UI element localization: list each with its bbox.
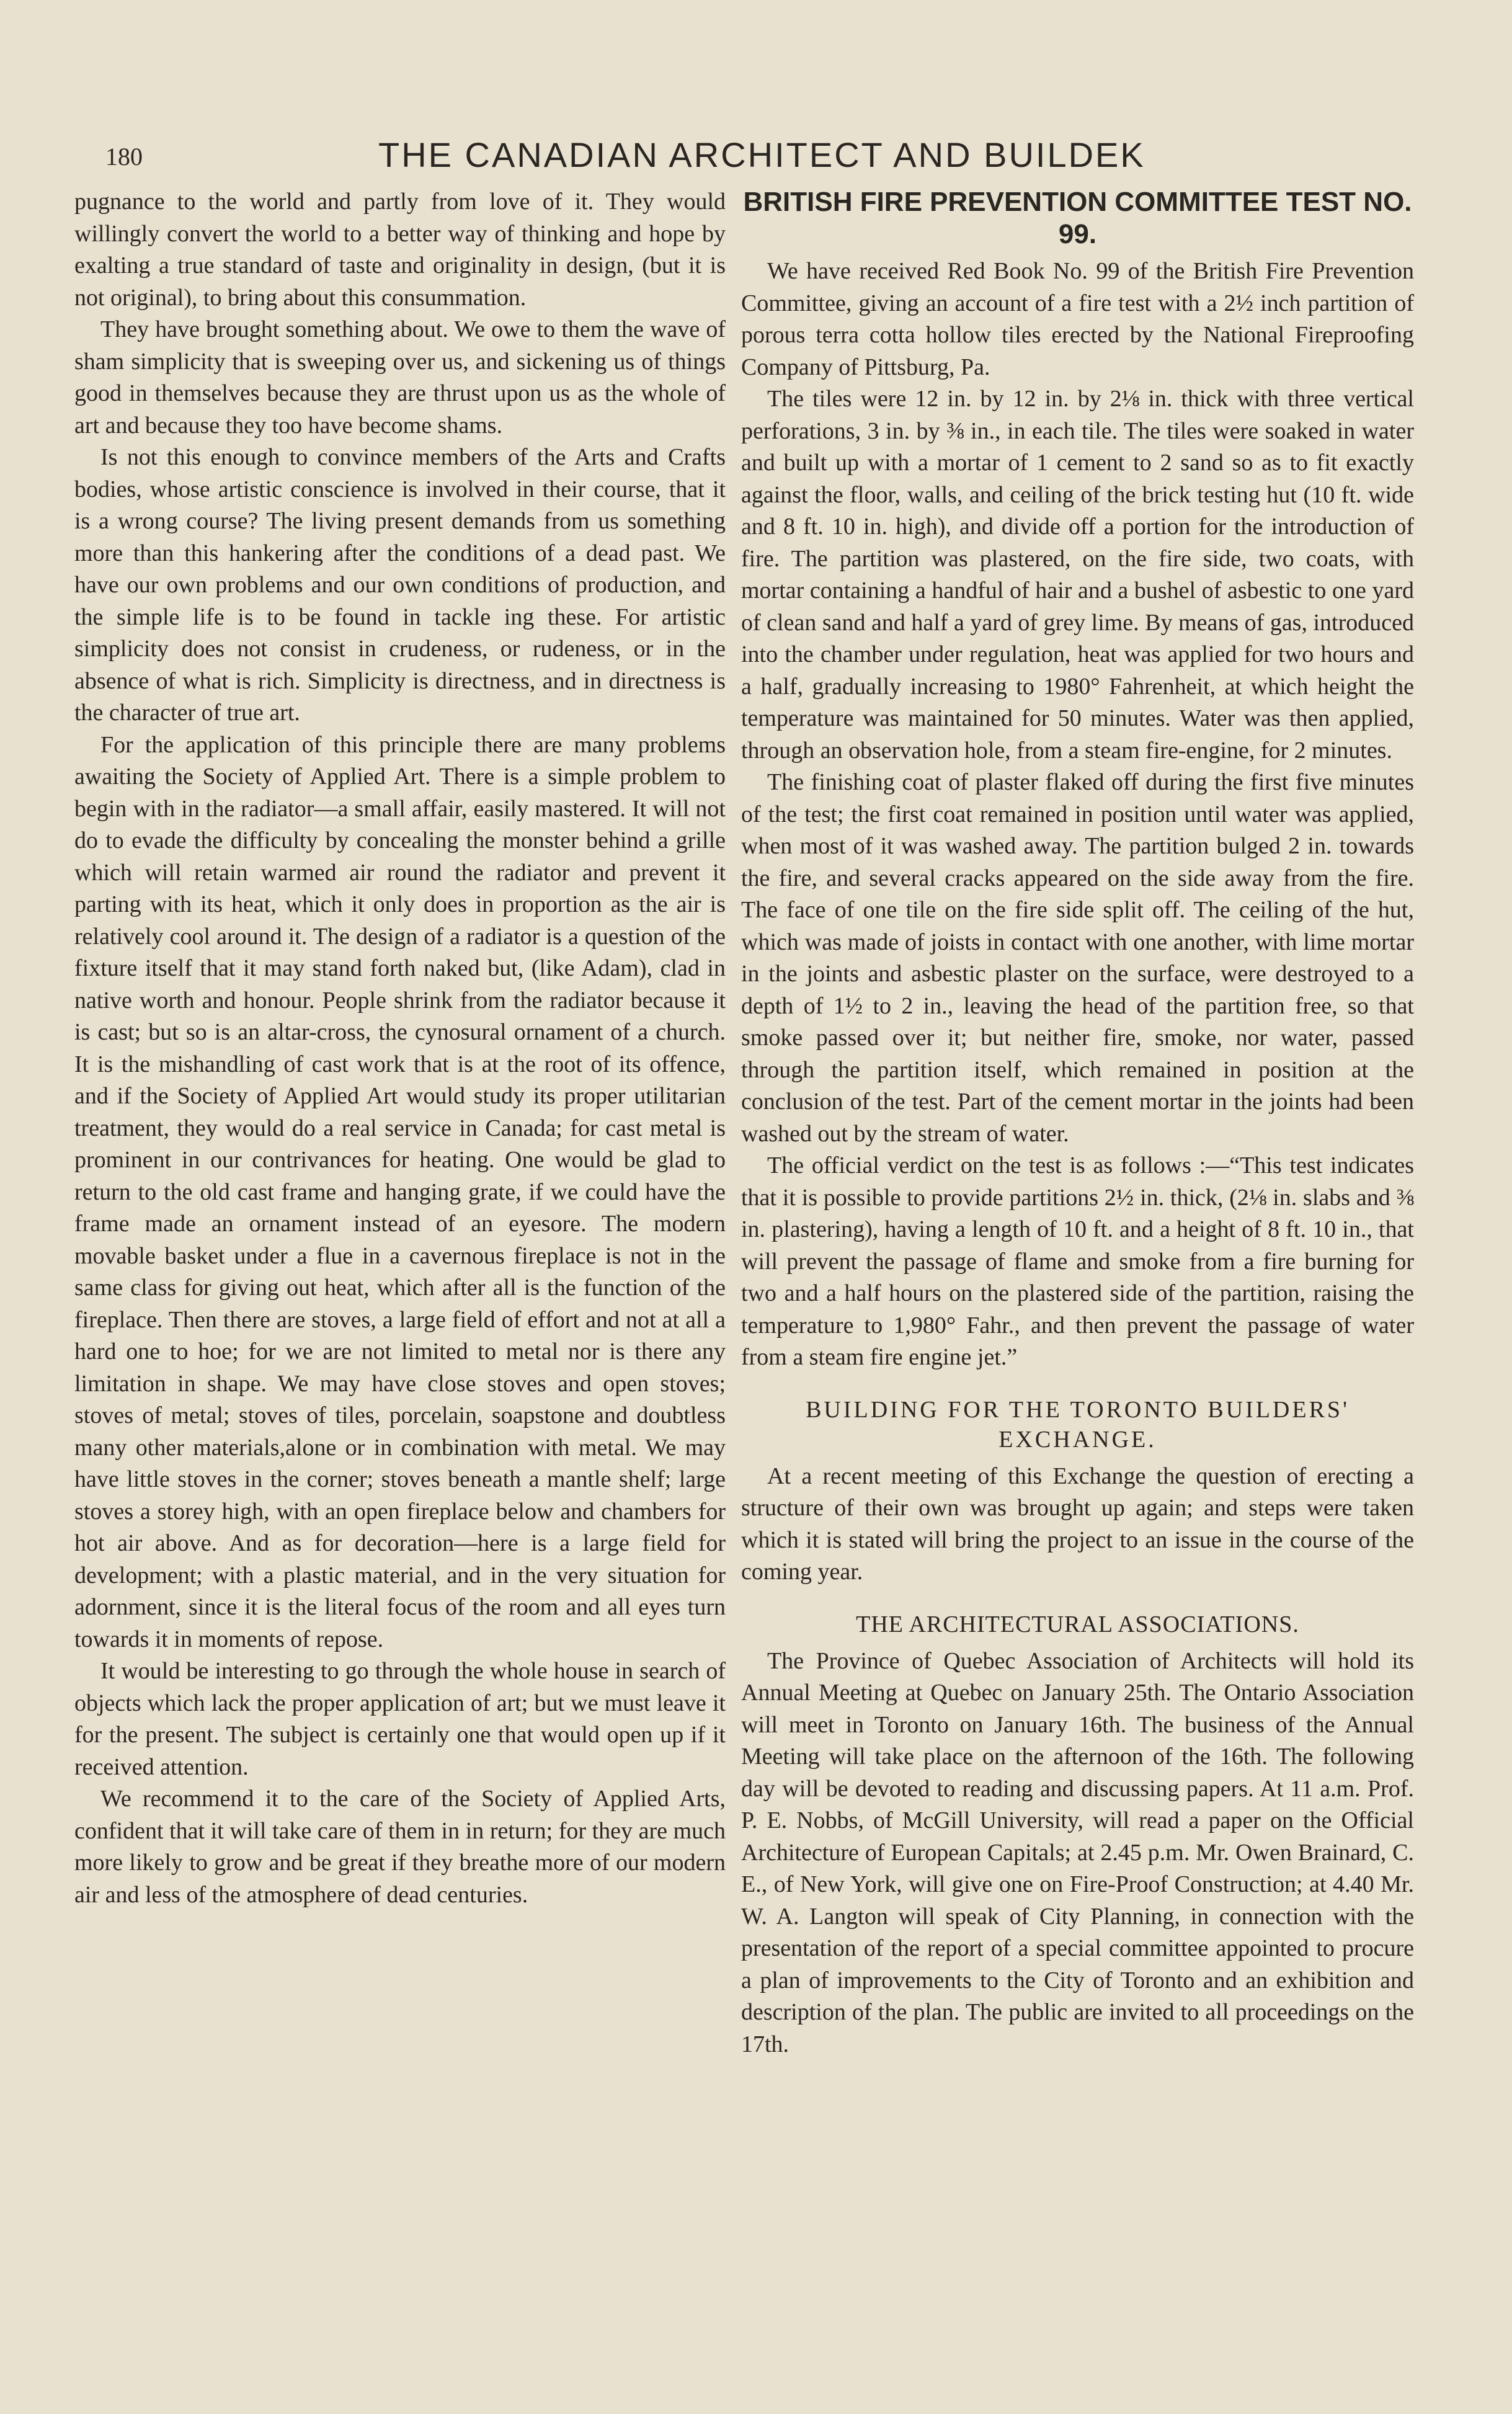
body-paragraph: The Province of Quebec Association of Architects will hold its Annual Meeting at Quebec on January 25th. The Ontario Association will meet in Toronto on January 16th. The business of the Annual Meeting will take place on the afternoon of the 16th. The following day will be devoted to reading and discussing papers. At 11 a.m. Prof. P. E. Nobbs, of McGill University, will read a paper on the Official Architecture of European Capitals; at 2.45 p.m. Mr. Owen Brainard, C. E., of New York, will give one on Fire-Proof Construction; at 4.40 Mr. W. A. Langton will speak of City Planning, in connection with the presentation of the report of a special committee appointed to procure a plan of improvements to the City of Toronto and an exhibition and description of the plan. The public are invited to all proceedings on the 17th. — [741, 1647, 1414, 2057]
body-paragraph: They have brought something about. We owe to them the wave of sham simplicity that is sweeping over us, and sickening us of things good in themselves because they are thrust upon us as the whole of art and because they too have become shams. — [74, 316, 726, 439]
page-header — [93, 133, 1395, 183]
article-heading-fire-test: BRITISH FIRE PREVENTION COMMITTEE TEST NO. 99. — [743, 187, 1412, 249]
article-heading-builders-exchange: BUILDING FOR THE TORONTO BUILDERS' EXCHANGE. — [806, 1396, 1350, 1453]
body-paragraph: The official verdict on the test is as follows :—“This test indicates that it is possible to provide partitions 2½ in. thick, (2⅛ in. slabs and ⅜ in. plastering), having a length of 10 ft. and a height of 8 ft. 10 in., that will prevent the passage of flame and smoke from a fire burning for two and a half hours on the plastered side of the partition, raising the temperature to 1,980° Fahr., and then prevent the passage of water from a steam fire engine jet.” — [741, 1152, 1414, 1370]
body-paragraph: For the application of this principle there are many problems awaiting the Society of Applied Art. There is a simple problem to begin with in the radiator—a small affair, easily mastered. It will not do to evade the difficulty by concealing the monster behind a grille which will retain warmed air round the radiator and prevent it parting with its heat, which it only does in proportion as the air is relatively cool around it. The design of a radiator is a question of the fixture itself that it may stand forth naked but, (like Adam), clad in native worth and honour. People shrink from the radiator because it is cast; but so is an altar-cross, the cynosural ornament of a church. It is the mishandling of cast work that is at the root of its offence, and if the Society of Applied Art would study its proper utilitarian treatment, they would do a real service in Canada; for cast metal is prominent in our contrivances for heating. One would be glad to return to the old cast frame and hanging grate, if we could have the frame made an ornament instead of an eyesore. The modern movable basket under a flue in a cavernous fireplace is not in the same class for giving out heat, which after all is the function of the fireplace. Then there are stoves, a large field of effort and not at all a hard one to hoe; for we are not limited to metal nor is there any limitation in shape. We may have close stoves and open stoves; stoves of metal; stoves of tiles, porcelain, soapstone and doubtless many other materials,alone or in combination with metal. We may have little stoves in the corner; stoves beneath a mantle shelf; large stoves a storey high, with an open fireplace below and chambers for hot air above. And as for decoration—here is a large field for development; with a plastic material, and in the very situation for adornment, since it is the literal focus of the room and all eyes turn towards it in moments of repose. — [74, 731, 726, 1652]
article-heading-architectural-associations: THE ARCHITECTURAL ASSOCIATIONS. — [856, 1611, 1299, 1637]
body-paragraph: At a recent meeting of this Exchange the question of erecting a structure of their own was brought up again; and steps were taken which it is stated will bring the project to an issue in the course of the coming year. — [741, 1463, 1414, 1585]
running-title: THE CANADIAN ARCHITECT AND BUILDEK — [378, 135, 1145, 174]
body-paragraph: Is not this enough to convince members of the Arts and Crafts bodies, whose artistic conscience is involved in their course, that it is a wrong course? The living present demands from us something more than this hankering after the conditions of a dead past. We have our own problems and our own conditions of production, and the simple life is to be found in tackle ing these. For artistic simplicity does not consist in crudeness, or rudeness, or in the absence of what is rich. Simplicity is directness, and in directness is the character of true art. — [74, 444, 726, 726]
page-number: 180 — [105, 143, 143, 171]
body-paragraph: We recommend it to the care of the Society of Applied Arts, confident that it will take care of them in in return; for they are much more likely to grow and be great if they breathe more of our modern air and less of the atmosphere of dead centuries. — [74, 1786, 726, 1908]
left-column — [74, 186, 726, 1911]
body-paragraph: It would be interesting to go through the whole house in search of objects which lack the proper application of art; but we must leave it for the present. The subject is certainly one that would open up if it received attention. — [74, 1658, 726, 1780]
body-paragraph: The tiles were 12 in. by 12 in. by 2⅛ in. thick with three vertical perforations, 3 in. by ⅜ in., in each tile. The tiles were soaked in water and built up with a mortar of 1 cement to 2 sand so as to fit exactly against the floor, walls, and ceiling of the brick testing hut (10 ft. wide and 8 ft. 10 in. high), and divide off a portion for the introduction of fire. The partition was plastered, on the fire side, two coats, with mortar containing a handful of hair and a bushel of asbestic to one yard of clean sand and half a yard of grey lime. By means of gas, introduced into the chamber under regulation, heat was applied for two hours and a half, gradually increasing to 1980° Fahrenheit, at which height the temperature was maintained for 50 minutes. Water was then applied, through an observation hole, from a steam fire-engine, for 2 minutes. — [741, 386, 1414, 764]
body-paragraph: We have received Red Book No. 99 of the British Fire Prevention Committee, giving an account of a fire test with a 2½ inch partition of porous terra cotta hollow tiles erected by the National Fireproofing Company of Pittsburg, Pa. — [741, 258, 1414, 380]
body-paragraph: pugnance to the world and partly from love of it. They would willingly convert the world to a better way of thinking and hope by exalting a true standard of taste and originality in design, (but it is not original), to bring about this consummation. — [74, 189, 726, 311]
body-paragraph: The finishing coat of plaster flaked off during the first five minutes of the test; the first coat remained in position until water was applied, when most of it was washed away. The partition bulged 2 in. towards the fire, and several cracks appeared on the side away from the fire. The face of one tile on the fire side split off. The ceiling of the hut, which was made of joists in contact with one another, with lime mortar in the joints and asbestic plaster on the surface, were destroyed to a depth of 1½ to 2 in., leaving the head of the partition free, so that smoke passed over it; but neither fire, smoke, nor water, passed through the partition itself, which remained in position at the conclusion of the test. Part of the cement mortar in the joints had been washed out by the stream of water. — [741, 769, 1414, 1147]
right-column — [741, 186, 1414, 2060]
